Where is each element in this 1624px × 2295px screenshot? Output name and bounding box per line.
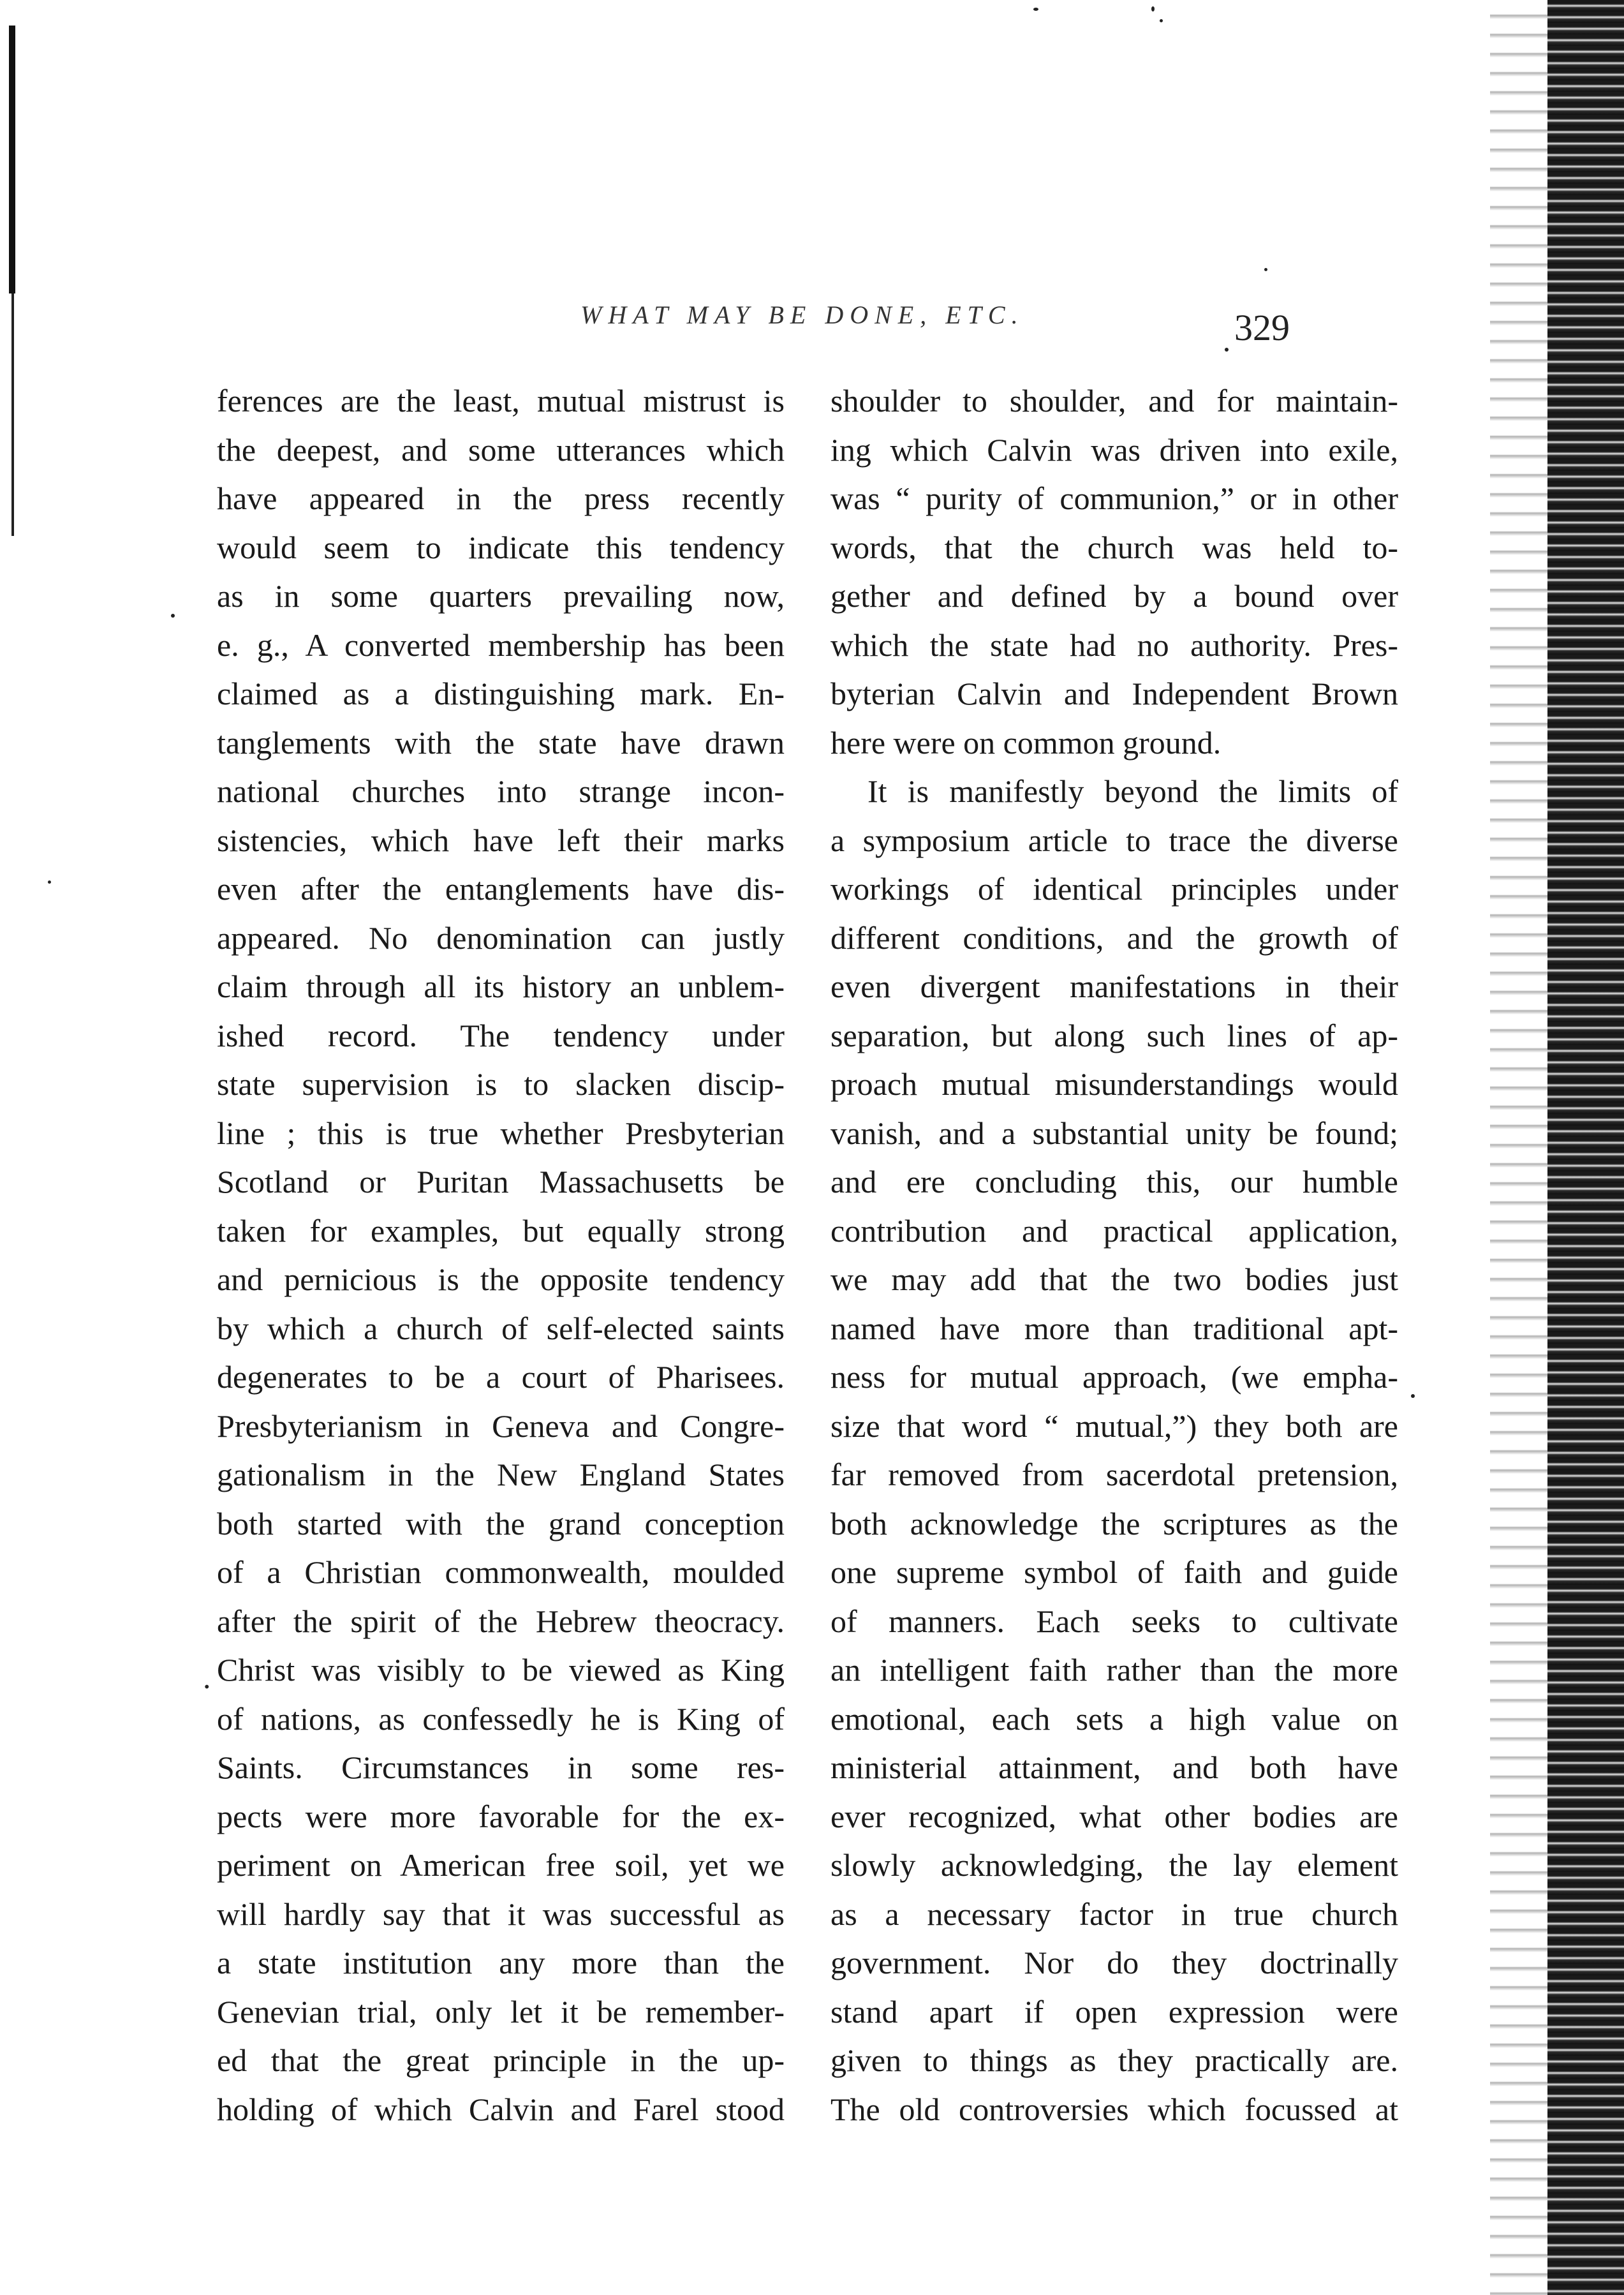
page-number: 329 (1234, 307, 1290, 348)
text-line: ministerial attainment, and both have (830, 1749, 1398, 1785)
text-line: will hardly say that it was successful as (217, 1896, 785, 1932)
text-line: state supervision is to slacken discip- (217, 1066, 785, 1102)
text-line: shoulder to shoulder, and for maintain- (830, 383, 1398, 419)
text-line: after the spirit of the Hebrew theocracy. (217, 1603, 785, 1639)
text-line: even after the entanglements have dis- (217, 871, 785, 907)
text-line: ing which Calvin was driven into exile, (830, 431, 1398, 468)
text-line: even divergent manifestations in their (830, 969, 1398, 1004)
text-line: by which a church of self-elected saints (217, 1310, 785, 1346)
text-line: periment on American free soil, yet we (217, 1847, 785, 1883)
text-line: Genevian trial, only let it be remember- (217, 1993, 785, 2030)
text-line: far removed from sacerdotal pretension, (830, 1457, 1398, 1492)
text-line: ness for mutual approach, (we empha- (830, 1359, 1398, 1395)
text-line: stand apart if open expression were (830, 1993, 1398, 2030)
text-line: pects were more favorable for the ex- (217, 1798, 785, 1834)
scan-speck (1033, 8, 1038, 11)
text-line: emotional, each sets a high value on (830, 1700, 1398, 1737)
text-line: would seem to indicate this tendency (217, 529, 785, 565)
text-line: taken for examples, but equally strong (217, 1212, 785, 1249)
scan-speck (1264, 268, 1267, 271)
text-line: and ere concluding this, our humble (830, 1164, 1398, 1199)
text-line: national churches into strange incon- (217, 773, 785, 809)
text-line: words, that the church was held to- (830, 529, 1398, 565)
text-line: a symposium article to trace the diverse (830, 822, 1398, 858)
scan-speck (1160, 19, 1163, 22)
text-line: of a Christian commonwealth, moulded (217, 1554, 785, 1590)
text-line: ished record. The tendency under (217, 1017, 785, 1053)
text-line: workings of identical principles under (830, 871, 1398, 907)
text-line: as a necessary factor in true church (830, 1896, 1398, 1932)
scan-speck (1225, 348, 1229, 352)
text-line: separation, but along such lines of ap- (830, 1017, 1398, 1053)
text-line: we may add that the two bodies just (830, 1261, 1398, 1297)
scan-binding-shadow-left-lower (11, 293, 14, 536)
text-line: as in some quarters prevailing now, (217, 578, 785, 614)
text-line: named have more than traditional apt- (830, 1310, 1398, 1346)
text-line: claim through all its history an unblem- (217, 969, 785, 1004)
text-column-left (217, 376, 785, 2134)
text-line: was “ purity of communion,” or in other (830, 480, 1398, 516)
scan-page-edge-texture (1490, 0, 1547, 2295)
text-line: ed that the great principle in the up- (217, 2042, 785, 2078)
text-line: Scotland or Puritan Massachusetts be (217, 1164, 785, 1199)
scan-speck (1151, 6, 1155, 11)
text-line: contribution and practical application, (830, 1212, 1398, 1249)
margin-mark: . (203, 1660, 211, 1695)
text-line: different conditions, and the growth of (830, 919, 1398, 956)
text-line: Christ was visibly to be viewed as King (217, 1652, 785, 1688)
text-line: gether and defined by a bound over (830, 578, 1398, 614)
text-line: sistencies, which have left their marks (217, 822, 785, 858)
text-line: size that word “ mutual,”) they both are (830, 1407, 1398, 1444)
text-line: line ; this is true whether Presbyterian (217, 1115, 785, 1151)
text-line: an intelligent faith rather than the more (830, 1652, 1398, 1688)
text-line: The old controversies which focussed at (830, 2091, 1398, 2127)
text-line: ferences are the least, mutual mistrust is (217, 383, 785, 419)
scan-speck (48, 880, 51, 884)
text-line: tanglements with the state have drawn (217, 724, 785, 761)
text-line: which the state had no authority. Pres- (830, 627, 1398, 663)
text-line: Presbyterianism in Geneva and Congre- (217, 1407, 785, 1444)
running-head: WHAT MAY BE DONE, ETC. (580, 301, 1024, 329)
text-line: claimed as a distinguishing mark. En- (217, 676, 785, 711)
text-line: slowly acknowledging, the lay element (830, 1847, 1398, 1883)
text-line: have appeared in the press recently (217, 480, 785, 516)
text-line: both acknowledge the scriptures as the (830, 1505, 1398, 1541)
scan-speck (1411, 1394, 1415, 1398)
text-line: proach mutual misunderstandings would (830, 1066, 1398, 1102)
text-line: one supreme symbol of faith and guide (830, 1554, 1398, 1590)
text-line: given to things as they practically are. (830, 2042, 1398, 2078)
text-line: byterian Calvin and Independent Brown (830, 676, 1398, 711)
scan-speck (171, 614, 175, 618)
text-line: both started with the grand conception (217, 1505, 785, 1541)
text-line: gationalism in the New England States (217, 1457, 785, 1492)
text-line: appeared. No denomination can justly (217, 919, 785, 956)
text-line: e. g., A converted membership has been (217, 627, 785, 663)
text-line: of nations, as confessedly he is King of (217, 1700, 785, 1737)
text-line: government. Nor do they doctrinally (830, 1945, 1398, 1980)
text-line: holding of which Calvin and Farel stood (217, 2091, 785, 2127)
scan-binding-shadow-left (9, 26, 15, 293)
text-line: It is manifestly beyond the limits of (867, 773, 1398, 809)
text-line: degenerates to be a court of Pharisees. (217, 1359, 785, 1395)
text-line: here were on common ground. (830, 724, 1222, 761)
text-line: the deepest, and some utterances which (217, 431, 785, 468)
text-line: vanish, and a substantial unity be found; (830, 1115, 1398, 1151)
scan-page-edge-right (1547, 0, 1624, 2295)
text-line: of manners. Each seeks to cultivate (830, 1603, 1398, 1639)
text-line: and pernicious is the opposite tendency (217, 1261, 785, 1297)
text-column-right (830, 376, 1398, 2134)
text-line: Saints. Circumstances in some res- (217, 1749, 785, 1785)
text-line: a state institution any more than the (217, 1945, 785, 1980)
text-line: ever recognized, what other bodies are (830, 1798, 1398, 1834)
